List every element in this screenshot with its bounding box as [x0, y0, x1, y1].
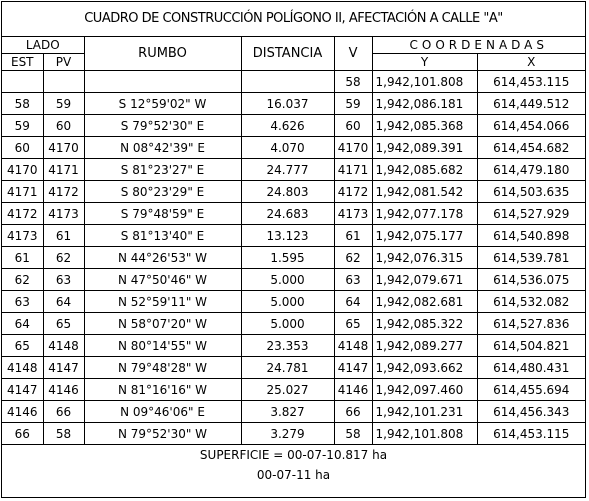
- cell-vertex: 4173: [334, 203, 372, 225]
- table-row: [2, 247, 585, 269]
- cell-distancia: 24.777: [241, 159, 334, 181]
- cell-pv: 59: [43, 93, 84, 115]
- cell-est: 61: [2, 247, 43, 269]
- cell-pv: 4148: [43, 335, 84, 357]
- cell-rumbo: N 80°14'55" W: [84, 335, 241, 357]
- cell-coord-x: 614,480.431: [477, 357, 585, 379]
- cell-est: 4170: [2, 159, 43, 181]
- cell-rumbo: N 44°26'53" W: [84, 247, 241, 269]
- cell-est: 66: [2, 423, 43, 445]
- cell-rumbo: S 81°13'40" E: [84, 225, 241, 247]
- cell-pv: 4147: [43, 357, 84, 379]
- cell-rumbo: N 81°16'16" W: [84, 379, 241, 401]
- header-lado: LADO: [2, 37, 84, 54]
- cell-coord-x: 614,479.180: [477, 159, 585, 181]
- cell-vertex: 63: [334, 269, 372, 291]
- table-row: [2, 203, 585, 225]
- cell-distancia: 23.353: [241, 335, 334, 357]
- header-y: Y: [372, 54, 477, 71]
- cell-distancia: 5.000: [241, 269, 334, 291]
- header-distancia: DISTANCIA: [241, 37, 334, 71]
- table-row: [2, 291, 585, 313]
- cell-vertex: 4147: [334, 357, 372, 379]
- construction-table-frame: [1, 1, 586, 498]
- cell-coord-y: 1,942,089.277: [372, 335, 477, 357]
- cell-est: [2, 71, 43, 93]
- cell-rumbo: N 52°59'11" W: [84, 291, 241, 313]
- table-body: [2, 71, 585, 445]
- cell-coord-x: 614,527.836: [477, 313, 585, 335]
- cell-coord-y: 1,942,089.391: [372, 137, 477, 159]
- cell-distancia: 1.595: [241, 247, 334, 269]
- cell-coord-y: 1,942,085.322: [372, 313, 477, 335]
- cell-pv: 64: [43, 291, 84, 313]
- cell-pv: 4173: [43, 203, 84, 225]
- table-row: [2, 225, 585, 247]
- cell-pv: 4172: [43, 181, 84, 203]
- cell-vertex: 4170: [334, 137, 372, 159]
- cell-coord-y: 1,942,077.178: [372, 203, 477, 225]
- cell-rumbo: S 81°23'27" E: [84, 159, 241, 181]
- cell-rumbo: N 79°52'30" W: [84, 423, 241, 445]
- cell-distancia: 3.279: [241, 423, 334, 445]
- cell-vertex: 4148: [334, 335, 372, 357]
- cell-rumbo: N 58°07'20" W: [84, 313, 241, 335]
- table-row: [2, 137, 585, 159]
- header-pv: PV: [43, 54, 84, 71]
- cell-vertex: 65: [334, 313, 372, 335]
- cell-coord-y: 1,942,101.808: [372, 71, 477, 93]
- cell-coord-x: 614,504.821: [477, 335, 585, 357]
- cell-distancia: 24.683: [241, 203, 334, 225]
- cell-vertex: 59: [334, 93, 372, 115]
- cell-distancia: 5.000: [241, 313, 334, 335]
- cell-distancia: 24.781: [241, 357, 334, 379]
- cell-coord-y: 1,942,097.460: [372, 379, 477, 401]
- cell-vertex: 4171: [334, 159, 372, 181]
- cell-coord-x: 614,456.343: [477, 401, 585, 423]
- cell-distancia: 24.803: [241, 181, 334, 203]
- cell-est: 58: [2, 93, 43, 115]
- cell-distancia: 5.000: [241, 291, 334, 313]
- header-rumbo: RUMBO: [84, 37, 241, 71]
- cell-rumbo: S 79°52'30" E: [84, 115, 241, 137]
- cell-pv: 4146: [43, 379, 84, 401]
- table-footer: [2, 445, 585, 485]
- cell-pv: 61: [43, 225, 84, 247]
- cell-coord-y: 1,942,101.808: [372, 423, 477, 445]
- table-row: [2, 71, 585, 93]
- header-v: V: [334, 37, 372, 71]
- cell-distancia: 16.037: [241, 93, 334, 115]
- cell-vertex: 4172: [334, 181, 372, 203]
- cell-coord-x: 614,540.898: [477, 225, 585, 247]
- cell-est: 4173: [2, 225, 43, 247]
- cell-coord-x: 614,453.115: [477, 423, 585, 445]
- header-x: X: [477, 54, 585, 71]
- table-row: [2, 93, 585, 115]
- cell-coord-y: 1,942,101.231: [372, 401, 477, 423]
- cell-pv: 66: [43, 401, 84, 423]
- cell-coord-x: 614,449.512: [477, 93, 585, 115]
- cell-coord-x: 614,454.682: [477, 137, 585, 159]
- cell-rumbo: S 79°48'59" E: [84, 203, 241, 225]
- cell-est: 4171: [2, 181, 43, 203]
- cell-coord-x: 614,532.082: [477, 291, 585, 313]
- cell-coord-y: 1,942,076.315: [372, 247, 477, 269]
- cell-est: 65: [2, 335, 43, 357]
- cell-pv: 58: [43, 423, 84, 445]
- cell-coord-x: 614,536.075: [477, 269, 585, 291]
- cell-vertex: 61: [334, 225, 372, 247]
- cell-coord-y: 1,942,075.177: [372, 225, 477, 247]
- cell-pv: 65: [43, 313, 84, 335]
- table-row: [2, 423, 585, 445]
- cell-vertex: 4146: [334, 379, 372, 401]
- cell-rumbo: N 09°46'06" E: [84, 401, 241, 423]
- cell-coord-x: 614,455.694: [477, 379, 585, 401]
- table-row: [2, 401, 585, 423]
- cell-distancia: 4.070: [241, 137, 334, 159]
- cell-rumbo: N 47°50'46" W: [84, 269, 241, 291]
- cell-coord-x: 614,527.929: [477, 203, 585, 225]
- cell-est: 62: [2, 269, 43, 291]
- cell-est: 59: [2, 115, 43, 137]
- cell-est: 4147: [2, 379, 43, 401]
- table-row: [2, 269, 585, 291]
- table-header: [2, 37, 585, 71]
- cell-est: 64: [2, 313, 43, 335]
- header-coordenadas: COORDENADAS: [372, 37, 585, 54]
- table-row: [2, 181, 585, 203]
- cell-coord-y: 1,942,093.662: [372, 357, 477, 379]
- header-est: EST: [2, 54, 43, 71]
- cell-vertex: 62: [334, 247, 372, 269]
- cell-est: 4148: [2, 357, 43, 379]
- cell-vertex: 66: [334, 401, 372, 423]
- cell-coord-y: 1,942,086.181: [372, 93, 477, 115]
- table-row: [2, 313, 585, 335]
- cell-pv: [43, 71, 84, 93]
- cell-est: 60: [2, 137, 43, 159]
- cell-distancia: [241, 71, 334, 93]
- cell-coord-y: 1,942,082.681: [372, 291, 477, 313]
- cell-pv: 4170: [43, 137, 84, 159]
- cell-rumbo: N 79°48'28" W: [84, 357, 241, 379]
- table-title: CUADRO DE CONSTRUCCIÓN POLÍGONO II, AFECTACIÓN A CALLE "A": [2, 2, 585, 37]
- cell-est: 4146: [2, 401, 43, 423]
- table-row: [2, 357, 585, 379]
- table-row: [2, 379, 585, 401]
- cell-est: 4172: [2, 203, 43, 225]
- cell-rumbo: S 12°59'02" W: [84, 93, 241, 115]
- cell-distancia: 3.827: [241, 401, 334, 423]
- cell-distancia: 25.027: [241, 379, 334, 401]
- cell-vertex: 58: [334, 71, 372, 93]
- cell-coord-y: 1,942,085.682: [372, 159, 477, 181]
- cell-rumbo: N 08°42'39" E: [84, 137, 241, 159]
- cell-est: 63: [2, 291, 43, 313]
- table-row: [2, 335, 585, 357]
- cell-coord-y: 1,942,081.542: [372, 181, 477, 203]
- cell-pv: 4171: [43, 159, 84, 181]
- cell-rumbo: S 80°23'29" E: [84, 181, 241, 203]
- construction-table: [2, 37, 585, 445]
- superficie-rounded: 00-07-11 ha: [256, 468, 331, 482]
- table-row: [2, 159, 585, 181]
- cell-pv: 62: [43, 247, 84, 269]
- cell-coord-x: 614,454.066: [477, 115, 585, 137]
- cell-vertex: 64: [334, 291, 372, 313]
- cell-coord-x: 614,539.781: [477, 247, 585, 269]
- cell-pv: 63: [43, 269, 84, 291]
- superficie-label: SUPERFICIE = 00-07-10.817 ha: [199, 448, 388, 462]
- cell-vertex: 60: [334, 115, 372, 137]
- cell-distancia: 13.123: [241, 225, 334, 247]
- cell-coord-y: 1,942,085.368: [372, 115, 477, 137]
- cell-coord-x: 614,503.635: [477, 181, 585, 203]
- cell-vertex: 58: [334, 423, 372, 445]
- cell-pv: 60: [43, 115, 84, 137]
- cell-distancia: 4.626: [241, 115, 334, 137]
- cell-coord-x: 614,453.115: [477, 71, 585, 93]
- table-row: [2, 115, 585, 137]
- cell-coord-y: 1,942,079.671: [372, 269, 477, 291]
- cell-rumbo: [84, 71, 241, 93]
